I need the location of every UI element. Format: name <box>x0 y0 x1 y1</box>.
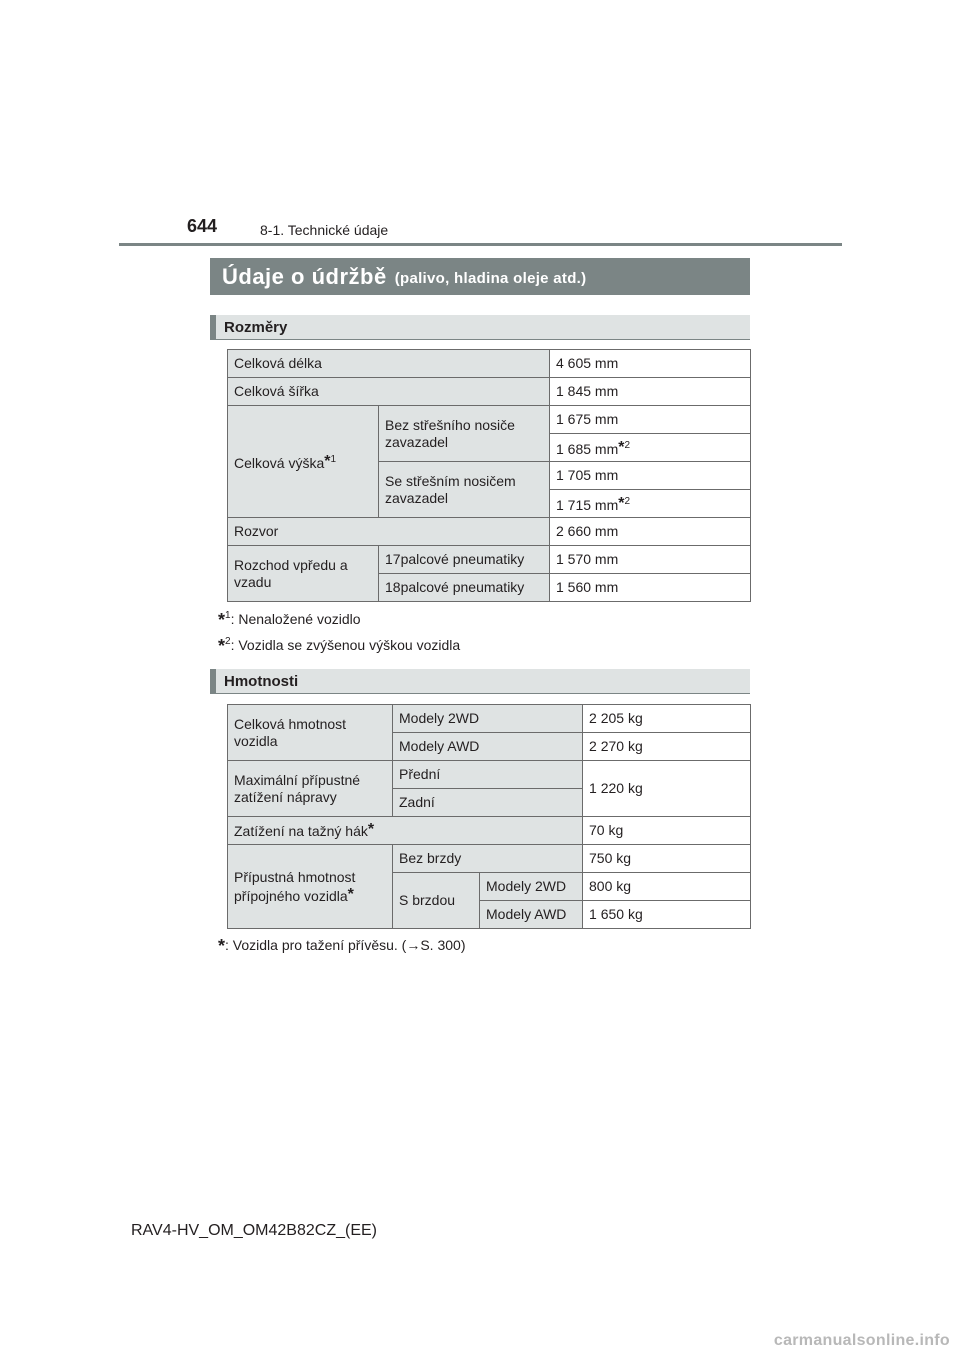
nobrake-value: 750 kg <box>583 845 751 873</box>
no-rack-value-2-cell <box>550 434 751 462</box>
brake-label: S brzdou <box>393 873 480 929</box>
tire17-value: 1 570 mm <box>550 546 751 574</box>
footnote-1 <box>218 610 361 631</box>
rear-label: Zadní <box>393 789 583 817</box>
footnote-text: : Vozidla se zvýšenou výškou vozidla <box>230 637 461 653</box>
height-label: Celková výška <box>234 455 325 471</box>
table-row <box>228 518 751 546</box>
mawd-label: Modely AWD <box>393 733 583 761</box>
height-cell <box>228 406 379 518</box>
brakeawd-label: Modely AWD <box>480 901 583 929</box>
page-reference-link[interactable]: S. 300) <box>420 937 466 953</box>
footnote-number: 1 <box>330 454 337 465</box>
rack-value-2: 1 715 mm <box>556 497 619 513</box>
tire18-label: 18palcové pneumatiky <box>379 574 550 602</box>
section-title: Údaje o údržbě <box>222 263 387 289</box>
wheelbase-value: 2 660 mm <box>550 518 751 546</box>
table-row <box>228 705 751 733</box>
m2wd-value: 2 205 kg <box>583 705 751 733</box>
arrow-icon: → <box>406 937 421 953</box>
page-number: 644 <box>187 216 218 236</box>
rack-value-1: 1 705 mm <box>550 462 751 490</box>
tire18-value: 1 560 mm <box>550 574 751 602</box>
hitch-value: 70 kg <box>583 817 751 845</box>
section-title-bar <box>210 258 750 295</box>
table-row <box>228 761 751 789</box>
dimensions-heading: Rozměry <box>210 315 750 340</box>
no-rack-value-2: 1 685 mm <box>556 441 619 457</box>
footnote-mark: * <box>367 821 375 838</box>
trailer-label: Přípustná hmotnost přípojného vozidla <box>234 868 356 904</box>
track-label: Rozchod vpředu a vzadu <box>228 546 379 602</box>
footnote-mark: * <box>618 495 625 512</box>
brake2wd-label: Modely 2WD <box>480 873 583 901</box>
brake2wd-value: 800 kg <box>583 873 751 901</box>
brakeawd-value: 1 650 kg <box>583 901 751 929</box>
footnote-number: 2 <box>624 496 631 507</box>
hitch-label: Zatížení na tažný hák <box>234 823 368 839</box>
document-code: RAV4-HV_OM_OM42B82CZ_(EE) <box>131 1222 377 1239</box>
gross-label: Celková hmotnost vozidla <box>228 705 393 761</box>
footnote-number: 2 <box>225 636 231 647</box>
table-row <box>228 378 751 406</box>
footnote-number: 1 <box>225 610 231 621</box>
footnote-2 <box>218 636 460 657</box>
watermark: carmanualsonline.info <box>773 1332 950 1349</box>
header-rule <box>119 243 842 246</box>
nobrake-label: Bez brzdy <box>393 845 583 873</box>
tire17-label: 17palcové pneumatiky <box>379 546 550 574</box>
width-value: 1 845 mm <box>550 378 751 406</box>
table-row <box>228 350 751 378</box>
length-value: 4 605 mm <box>550 350 751 378</box>
weights-heading: Hmotnosti <box>210 669 750 694</box>
front-label: Přední <box>393 761 583 789</box>
footnote-mark: * <box>218 636 226 656</box>
table-row <box>228 546 751 574</box>
footnote-mark: * <box>218 610 226 630</box>
no-rack-label: Bez střešního nosiče zavazadel <box>379 406 550 462</box>
m2wd-label: Modely 2WD <box>393 705 583 733</box>
section-subtitle: (palivo, hladina oleje atd.) <box>394 270 587 287</box>
width-label: Celková šířka <box>228 378 550 406</box>
table-row <box>228 406 751 434</box>
rack-label: Se střešním nosičem zavazadel <box>379 462 550 518</box>
trailer-cell <box>228 845 393 929</box>
weights-table <box>227 704 751 929</box>
footnote-mark: * <box>324 453 331 470</box>
footnote-number: 2 <box>624 440 631 451</box>
footnote-towing <box>218 936 465 957</box>
table-row <box>228 845 751 873</box>
rack-value-2-cell <box>550 490 751 518</box>
no-rack-value-1: 1 675 mm <box>550 406 751 434</box>
footnote-mark: * <box>218 936 226 956</box>
length-label: Celková délka <box>228 350 550 378</box>
chapter-title: 8-1. Technické údaje <box>260 222 389 238</box>
axle-value: 1 220 kg <box>583 761 751 817</box>
hitch-cell <box>228 817 583 845</box>
footnote-mark: * <box>618 439 625 456</box>
dimensions-table <box>227 349 751 602</box>
footnote-text: : Nenaložené vozidlo <box>230 611 361 627</box>
table-row <box>228 817 751 845</box>
footnote-text: : Vozidla pro tažení přívěsu. ( <box>225 937 407 953</box>
axle-label: Maximální přípustné zatížení nápravy <box>228 761 393 817</box>
wheelbase-label: Rozvor <box>228 518 550 546</box>
mawd-value: 2 270 kg <box>583 733 751 761</box>
footnote-mark: * <box>347 885 354 903</box>
